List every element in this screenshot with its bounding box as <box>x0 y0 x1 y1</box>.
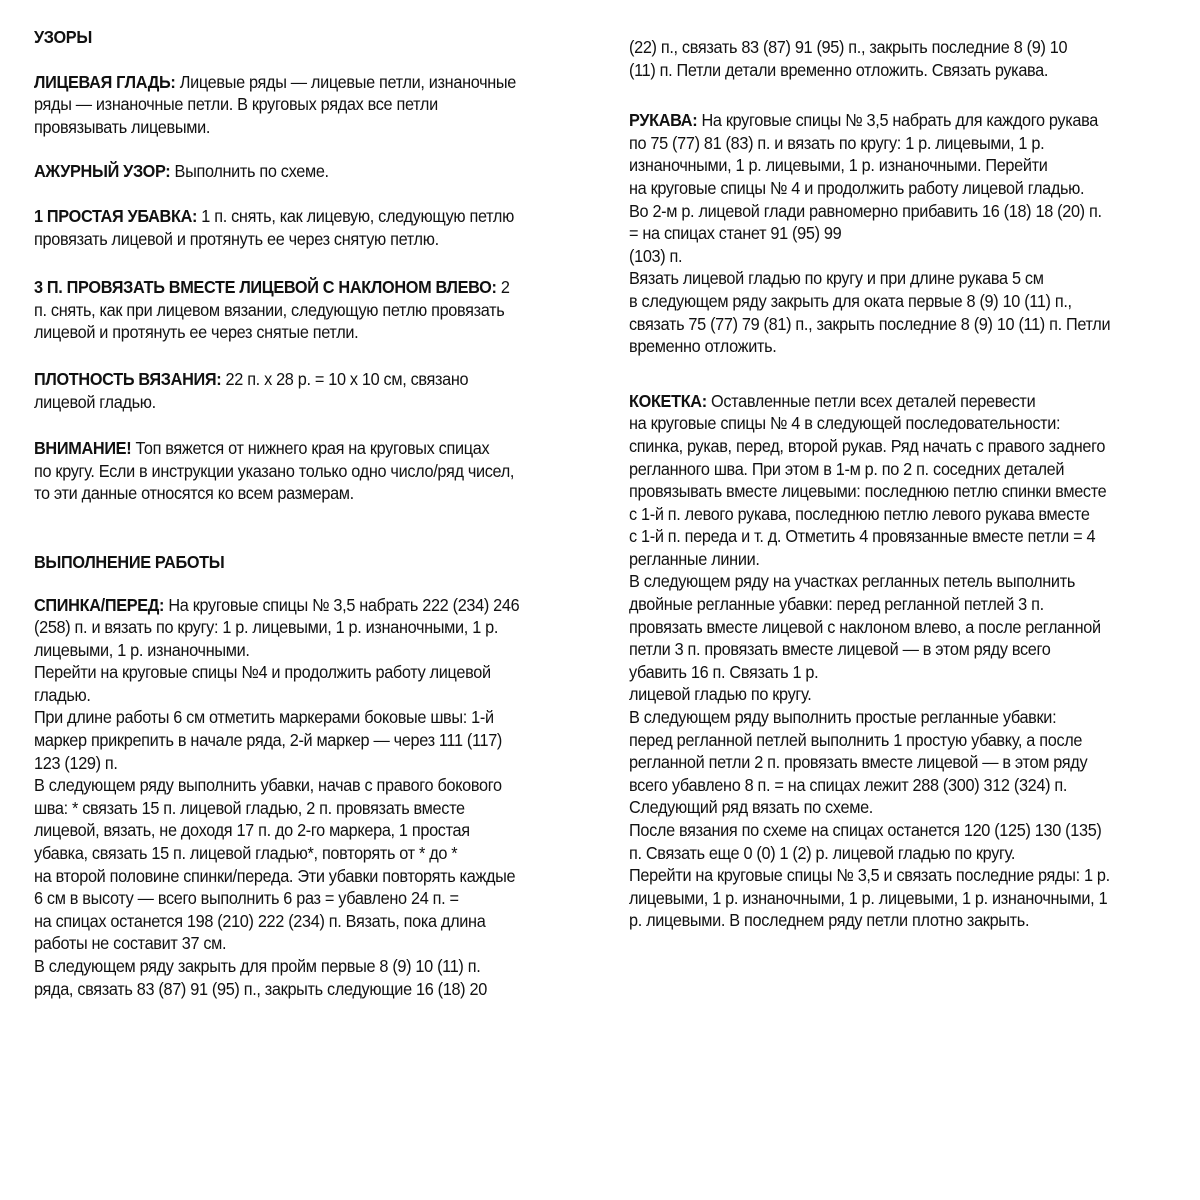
paragraph-line: провязать лицевой и протянуть ее через снятую петлю. <box>34 228 439 249</box>
paragraph-line: гладью. <box>34 684 91 705</box>
term-text: На круговые спицы № 3,5 набрать 222 (234) 246 <box>164 594 520 615</box>
paragraph-line: то эти данные относятся ко всем размерам. <box>34 483 354 504</box>
paragraph-line: по 75 (77) 81 (83) п. и вязать по кругу: 1 р. лицевыми, 1 р. <box>629 132 1045 153</box>
paragraph-line: 123 (129) п. <box>34 752 118 773</box>
paragraph-simple-decrease <box>34 205 573 250</box>
paragraph-line: убавка, связать 15 п. лицевой гладью*, повторять от * до * <box>34 843 458 864</box>
spacer <box>629 81 1168 109</box>
paragraph-line: В следующем ряду выполнить убавки, начав с правого бокового <box>34 775 502 796</box>
term-label: ЛИЦЕВАЯ ГЛАДЬ: <box>34 71 176 92</box>
paragraph-line: В следующем ряду на участках регланных петель выполнить <box>629 571 1075 592</box>
paragraph-line: В следующем ряду выполнить простые регланные убавки: <box>629 707 1057 728</box>
paragraph-line: = на спицах станет 91 (95) 99 <box>629 223 842 244</box>
spacer <box>34 49 573 71</box>
paragraph-line: Во 2-м р. лицевой глади равномерно прибавить 16 (18) 18 (20) п. <box>629 200 1102 221</box>
term-text: Оставленные петли всех деталей перевести <box>706 390 1036 411</box>
paragraph-line: убавить 16 п. Связать 1 р. <box>629 661 819 682</box>
term-text: 22 п. х 28 р. = 10 х 10 см, связано <box>221 368 469 389</box>
paragraph-line: маркер прикрепить в начале ряда, 2-й маркер — через 111 (117) <box>34 730 503 751</box>
paragraph-line <box>34 276 573 299</box>
paragraph-line: В следующем ряду закрыть для пройм первые 8 (9) 10 (11) п. <box>34 956 481 976</box>
term-text: На круговые спицы № 3,5 набрать для каждого рукава <box>697 110 1098 131</box>
heading-work: ВЫПОЛНЕНИЕ РАБОТЫ <box>34 551 225 572</box>
paragraph-k3tog <box>34 276 573 344</box>
paragraph-attention <box>34 437 573 505</box>
right-column <box>629 0 1168 932</box>
paragraph-line: лицевыми, 1 р. изнаночными, 1 р. лицевыми, 1 р. изнаночными, 1 <box>629 887 1108 908</box>
paragraph-line: в следующем ряду закрыть для оката первые 8 (9) 10 (11) п., <box>629 290 1072 311</box>
term-label: КОКЕТКА: <box>629 390 707 411</box>
paragraph-line <box>34 71 573 94</box>
paragraph-line: (22) п., связать 83 (87) 91 (95) п., закрыть последние 8 (9) 10 <box>629 37 1068 57</box>
term-text: Лицевые ряды — лицевые петли, изнаночные <box>175 71 517 92</box>
paragraph-yoke <box>629 390 1168 932</box>
spacer <box>34 413 573 437</box>
paragraph-line: спинка, рукав, перед, второй рукав. Ряд начать с правого заднего <box>629 435 1106 456</box>
paragraph-line: лицевой гладью. <box>34 391 156 412</box>
paragraph-line: шва: * связать 15 п. лицевой гладью, 2 п. провязать вместе <box>34 797 465 818</box>
paragraph-gauge <box>34 368 573 413</box>
paragraph-line <box>34 437 573 460</box>
paragraph-line <box>629 109 1168 132</box>
paragraph-back-front <box>34 594 573 1001</box>
spacer <box>34 138 573 160</box>
paragraph-line: по кругу. Если в инструкции указано только одно число/ряд чисел, <box>34 460 515 481</box>
term-text: Топ вяжется от нижнего края на круговых спицах <box>131 438 490 459</box>
paragraph-line: всего убавлено 8 п. = на спицах лежит 288 (300) 312 (324) п. <box>629 774 1068 795</box>
spacer <box>34 505 573 551</box>
paragraph-line: При длине работы 6 см отметить маркерами боковые швы: 1-й <box>34 707 494 728</box>
term-label: 1 ПРОСТАЯ УБАВКА: <box>34 205 198 226</box>
heading-patterns: УЗОРЫ <box>34 27 92 47</box>
paragraph-line: Перейти на круговые спицы № 3,5 и связать последние ряды: 1 р. <box>629 865 1110 886</box>
left-column <box>34 0 573 1000</box>
paragraph-line: двойные регланные убавки: перед регланной петлей 3 п. <box>629 594 1044 615</box>
paragraph-lace <box>34 160 573 183</box>
paragraph-line <box>34 205 573 228</box>
paragraph-line <box>629 390 1168 413</box>
paragraph-line: провязать вместе лицевой с наклоном влево, а после регланной <box>629 616 1101 637</box>
paragraph-line: р. лицевыми. В последнем ряду петли плотно закрыть. <box>629 910 1030 931</box>
spacer <box>34 183 573 205</box>
paragraph-line: провязывать вместе лицевыми: последнюю петлю спинки вместе <box>629 481 1107 502</box>
paragraph-line: регланного шва. При этом в 1-м р. по 2 п. соседних деталей <box>629 458 1065 479</box>
paragraph-line: работы не составит 37 см. <box>34 933 227 954</box>
term-text: 2 <box>496 277 510 298</box>
paragraph-line: После вязания по схеме на спицах останется 120 (125) 130 (135) <box>629 820 1102 840</box>
term-label: СПИНКА/ПЕРЕД: <box>34 594 165 615</box>
paragraph-line: регланные линии. <box>629 548 760 569</box>
paragraph-line: 6 см в высоту — всего выполнить 6 раз = убавлено 24 п. = <box>34 888 459 909</box>
paragraph-line: петли 3 п. провязать вместе лицевой — в этом ряду всего <box>629 639 1051 660</box>
paragraph-line <box>34 368 573 391</box>
paragraph-line <box>34 160 573 183</box>
paragraph-line: Следующий ряд вязать по схеме. <box>629 797 873 818</box>
paragraph-line: перед регланной петлей выполнить 1 простую убавку, а после <box>629 729 1083 750</box>
spacer <box>34 574 573 594</box>
paragraph-line: лицевыми, 1 р. изнаночными. <box>34 639 250 660</box>
paragraph-line: изнаночными, 1 р. лицевыми, 1 р. изнаночными. Перейти <box>629 155 1048 176</box>
paragraph-line: лицевой, вязать, не доходя 17 п. до 2-го маркера, 1 простая <box>34 820 470 841</box>
term-label: 3 П. ПРОВЯЗАТЬ ВМЕСТЕ ЛИЦЕВОЙ С НАКЛОНОМ ВЛЕВО: <box>34 277 497 298</box>
paragraph-line: (11) п. Петли детали временно отложить. Связать рукава. <box>629 59 1049 80</box>
term-text: 1 п. снять, как лицевую, следующую петлю <box>197 205 514 226</box>
paragraph-line: Перейти на круговые спицы №4 и продолжить работу лицевой <box>34 662 491 683</box>
paragraph-line: на круговые спицы № 4 в следующей последовательности: <box>629 413 1061 434</box>
paragraph-line: связать 75 (77) 79 (81) п., закрыть последние 8 (9) 10 (11) п. Петли <box>629 313 1111 334</box>
paragraph-line: на спицах останется 198 (210) 222 (234) п. Вязать, пока длина <box>34 910 486 931</box>
paragraph-line: с 1-й п. переда и т. д. Отметить 4 провязанные вместе петли = 4 <box>629 526 1096 547</box>
paragraph-back-front-continued <box>629 36 1168 81</box>
paragraph-line: (258) п. и вязать по кругу: 1 р. лицевыми, 1 р. изнаночными, 1 р. <box>34 617 499 638</box>
paragraph-line: (103) п. <box>629 245 683 266</box>
paragraph-line: лицевой гладью по кругу. <box>629 684 812 705</box>
paragraph-line: на второй половине спинки/переда. Эти убавки повторять каждые <box>34 865 516 886</box>
paragraph-line: ряда, связать 83 (87) 91 (95) п., закрыть следующие 16 (18) 20 <box>34 978 487 999</box>
term-label: РУКАВА: <box>629 110 698 131</box>
term-label: ВНИМАНИЕ! <box>34 438 132 459</box>
spacer <box>629 358 1168 390</box>
term-text: Выполнить по схеме. <box>170 161 329 182</box>
paragraph-line: лицевой и протянуть ее через снятые петли. <box>34 322 359 343</box>
paragraph-line: на круговые спицы № 4 и продолжить работу лицевой гладью. <box>629 177 1085 198</box>
term-label: АЖУРНЫЙ УЗОР: <box>34 161 171 182</box>
paragraph-line: п. снять, как при лицевом вязании, следующую петлю провязать <box>34 299 505 320</box>
paragraph-sleeves <box>629 109 1168 358</box>
paragraph-line: временно отложить. <box>629 336 777 357</box>
spacer <box>34 250 573 276</box>
paragraph-line: с 1-й п. левого рукава, последнюю петлю левого рукава вместе <box>629 503 1090 524</box>
spacer <box>34 344 573 368</box>
paragraph-line: Вязать лицевой гладью по кругу и при длине рукава 5 см <box>629 268 1044 289</box>
paragraph-line: регланной петли 2 п. провязать вместе лицевой — в этом ряду <box>629 752 1088 773</box>
paragraph-line: провязывать лицевыми. <box>34 116 211 137</box>
paragraph-line: ряды — изнаночные петли. В круговых рядах все петли <box>34 94 438 115</box>
paragraph-line <box>34 594 573 617</box>
paragraph-line: п. Связать еще 0 (0) 1 (2) р. лицевой гладью по кругу. <box>629 842 1016 863</box>
paragraph-stockinette <box>34 71 573 139</box>
term-label: ПЛОТНОСТЬ ВЯЗАНИЯ: <box>34 368 222 389</box>
